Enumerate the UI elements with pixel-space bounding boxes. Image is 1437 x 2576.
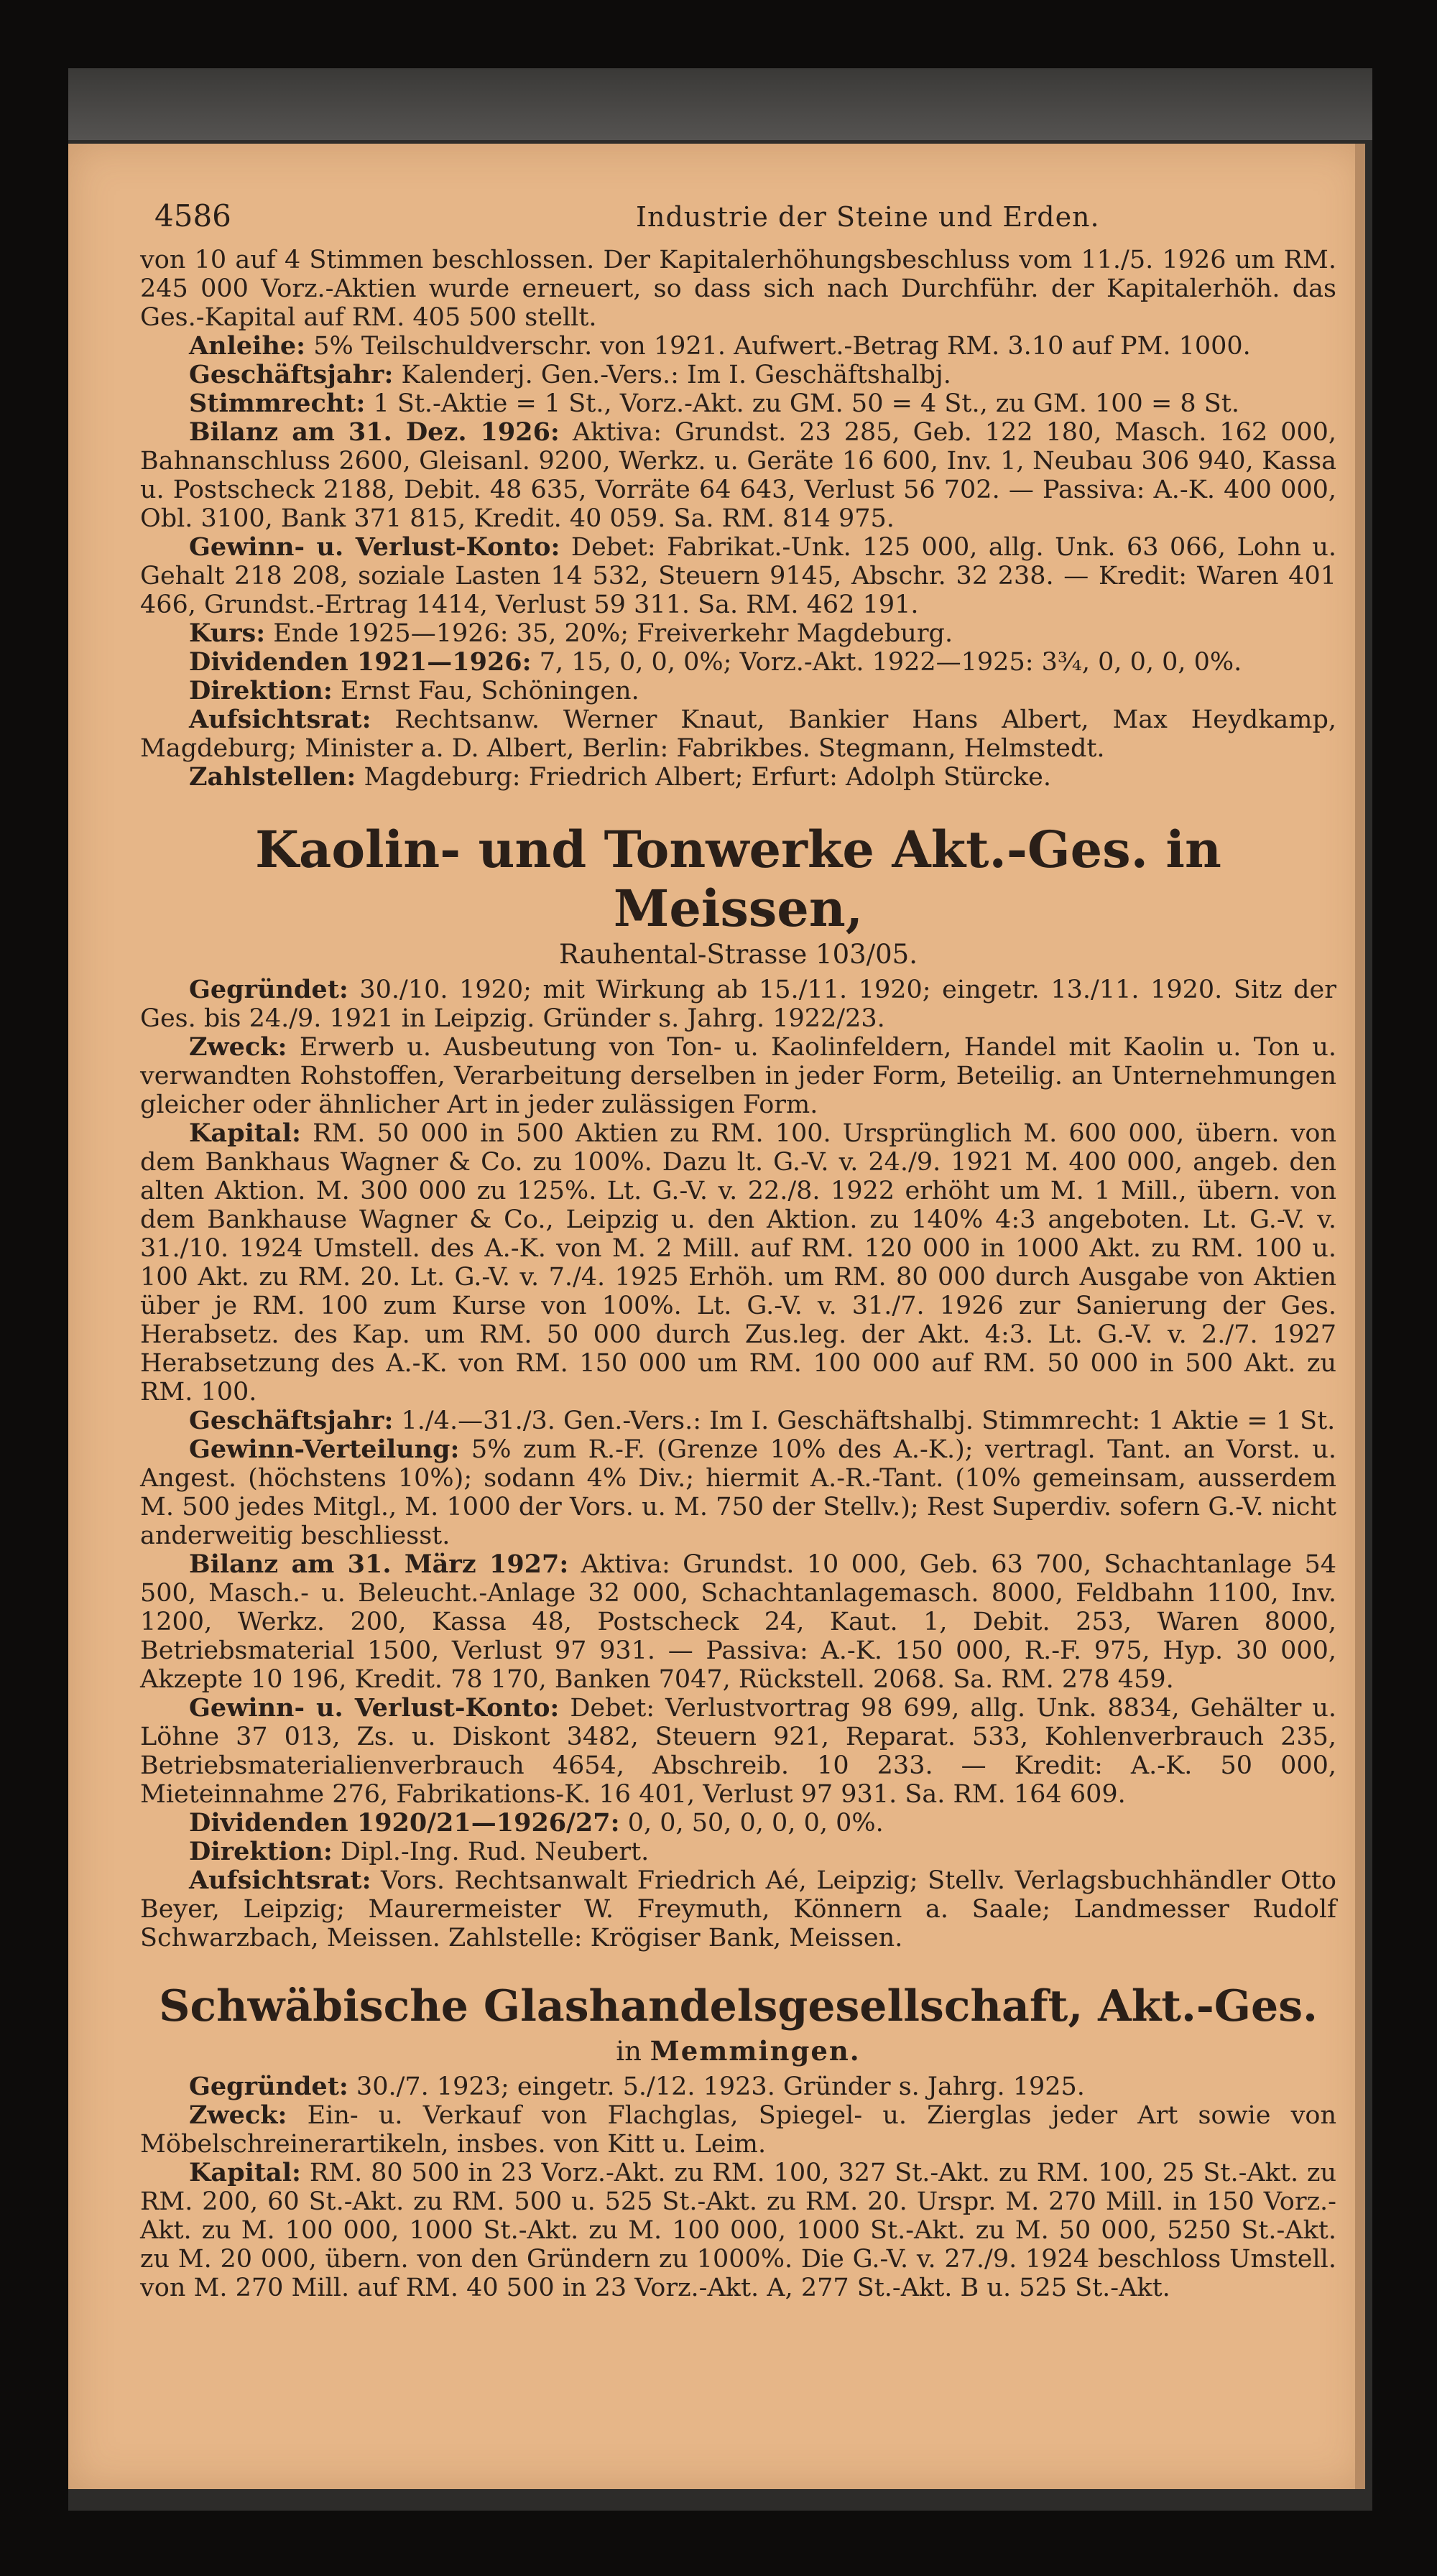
paragraph — [140, 1550, 1336, 1694]
page-edge — [1355, 144, 1365, 2489]
paragraph-label: Geschäftsjahr: — [189, 1406, 394, 1435]
location-prefix: in — [616, 2036, 642, 2067]
company-address: Rauhental-Strasse 103/05. — [559, 939, 918, 970]
paragraph-label: Kapital: — [189, 2158, 301, 2187]
paragraph-text: 7, 15, 0, 0, 0%; Vorz.-Akt. 1922—1925: 3¾, 0, 0, 0, 0%. — [531, 648, 1242, 677]
paragraph-label: Anleihe: — [189, 331, 306, 361]
paragraph-text: Rechtsanw. Werner Knaut, Bankier Hans Albert, Max Heydkamp, Magdeburg; Minister a. D. Albert, Berlin: Fabrikbes. Stegmann, Helmstedt. — [140, 705, 1336, 763]
paragraph — [140, 2101, 1336, 2159]
paragraph-text: 30./10. 1920; mit Wirkung ab 15./11. 1920; eingetr. 13./11. 1920. Sitz der Ges. bis 24./9. 1921 in Leipzig. Gründer s. Jahrg. 1922/23. — [140, 976, 1336, 1033]
paragraph-text: Aktiva: Grundst. 23 285, Geb. 122 180, Masch. 162 000, Bahnanschluss 2600, Gleisanl. 9200, Werkz. u. Geräte 16 600, Inv. 1, Neubau 306 940, Kassa u. Postscheck 2188, Debit. 48 635, Vorräte 64 643, Verlust 56 702. — Passiva: A.-K. 400 000, Obl. 3100, Bank 371 815, Kredit. 40 059. Sa. RM. 814 975. — [140, 418, 1336, 533]
paragraph-label: Dividenden 1921—1926: — [189, 647, 532, 677]
paragraph-text: 5% Teilschuldverschr. von 1921. Aufwert.-Betrag RM. 3.10 auf PM. 1000. — [305, 332, 1251, 361]
company-location — [140, 2034, 1336, 2068]
paragraph — [140, 1694, 1336, 1809]
paragraph — [140, 705, 1336, 763]
paragraph — [140, 2072, 1336, 2101]
paragraph — [140, 1838, 1336, 1866]
paragraph-text: RM. 80 500 in 23 Vorz.-Akt. zu RM. 100, 327 St.-Akt. zu RM. 100, 25 St.-Akt. zu RM. 200, 60 St.-Akt. zu RM. 500 u. 525 St.-Akt. zu RM. 20. Urspr. M. 270 Mill. in 150 Vorz.-Akt. zu M. 100 000, 1000 St.-Akt. zu M. 100 000, 1000 St.-Akt. zu M. 50 000, 5250 St.-Akt. zu M. 20 000, übern. von den Gründern zu 1000%. Die G.-V. v. 27./9. 1924 beschloss Umstell. von M. 270 Mill. auf RM. 40 500 in 23 Vorz.-Akt. A, 277 St.-Akt. B u. 525 St.-Akt. — [140, 2159, 1336, 2302]
page-number: 4586 — [154, 198, 231, 233]
paragraph-label: Zahlstellen: — [189, 762, 356, 792]
book-page — [68, 144, 1365, 2489]
paragraph — [140, 1119, 1336, 1407]
scan-top-strip — [68, 68, 1372, 140]
paragraph-text: Kalenderj. Gen.-Vers.: Im I. Geschäftshalbj. — [393, 361, 951, 389]
paragraph — [140, 677, 1336, 705]
paragraph-text: Debet: Verlustvortrag 98 699, allg. Unk. 8834, Gehälter u. Löhne 37 013, Zs. u. Diskont 3482, Steuern 921, Reparat. 533, Kohlenverbrauch 235, Betriebsmaterialienverbrauch 4654, Abschreib. 10 233. — Kredit: A.-K. 50 000, Mieteinnahme 276, Fabrikations-K. 16 401, Verlust 97 931. Sa. RM. 164 609. — [140, 1694, 1337, 1809]
paragraph-label: Gegründet: — [189, 2072, 348, 2101]
paragraph-text: RM. 50 000 in 500 Aktien zu RM. 100. Ursprünglich M. 600 000, übern. von dem Bankhaus Wagner & Co. zu 100%. Dazu lt. G.-V. v. 24./9. 1921 M. 400 000, angeb. den alten Aktion. M. 300 000 zu 125%. Lt. G.-V. v. 22./8. 1922 erhöht um M. 1 Mill., übern. von dem Bankhause Wagner & Co., Leipzig u. den Aktion. zu 140% 4:3 angeboten. Lt. G.-V. v. 31./10. 1924 Umstell. des A.-K. von M. 2 Mill. auf RM. 120 000 in 1000 Akt. zu RM. 100 u. 100 Akt. zu RM. 20. Lt. G.-V. v. 7./4. 1925 Erhöh. um RM. 80 000 durch Ausgabe von Aktien über je RM. 100 zum Kurse von 100%. Lt. G.-V. v. 31./7. 1926 zur Sanierung der Ges. Herabsetz. des Kap. um RM. 50 000 durch Zus.leg. der Akt. 4:3. Lt. G.-V. v. 2./7. 1927 Herabsetzung des A.-K. von RM. 150 000 um RM. 100 000 auf RM. 50 000 in 500 Akt. zu RM. 100. — [140, 1119, 1336, 1407]
paragraph-label: Stimmrecht: — [189, 389, 366, 418]
paragraph — [140, 533, 1336, 619]
paragraph-text: 0, 0, 50, 0, 0, 0, 0%. — [619, 1809, 884, 1838]
paragraph-label: Bilanz am 31. März 1927: — [189, 1549, 569, 1579]
paragraph-text: Vors. Rechtsanwalt Friedrich Aé, Leipzig; Stellv. Verlagsbuchhändler Otto Beyer, Leipzig; Maurermeister W. Freymuth, Könnern a. Saale; Landmesser Rudolf Schwarzbach, Meissen. Zahlstelle: Krögiser Bank, Meissen. — [140, 1866, 1336, 1952]
paragraph — [140, 976, 1336, 1033]
paragraph-label: Direktion: — [189, 1837, 333, 1866]
paragraph-text: 1 St.-Aktie = 1 St., Vorz.-Akt. zu GM. 50 = 4 St., zu GM. 100 = 8 St. — [365, 389, 1239, 418]
paragraph — [140, 332, 1336, 361]
paragraph-label: Gegründet: — [189, 975, 348, 1004]
paragraph-label: Zweck: — [189, 2100, 287, 2130]
paragraph — [140, 389, 1336, 418]
paragraph — [140, 1435, 1336, 1550]
paragraph-text: Aktiva: Grundst. 10 000, Geb. 63 700, Schachtanlage 54 500, Masch.- u. Beleucht.-Anlage 32 000, Schachtanlagemasch. 8000, Feldbahn 1100, Inv. 1200, Werkz. 200, Kassa 48, Postscheck 24, Kaut. 1, Debit. 253, Waren 8000, Betriebsmaterial 1500, Verlust 97 931. — Passiva: A.-K. 150 000, R.-F. 975, Hyp. 30 000, Akzepte 10 196, Kredit. 78 170, Banken 7047, Rückstell. 2068. Sa. RM. 278 459. — [140, 1550, 1336, 1694]
paragraph-label: Dividenden 1920/21—1926/27: — [189, 1808, 620, 1838]
paragraph-text: von 10 auf 4 Stimmen beschlossen. Der Kapitalerhöhungsbeschluss vom 11./5. 1926 um RM. 245 000 Vorz.-Aktien wurde erneuert, so dass sich nach Durchführ. der Kapitalerhöh. das Ges.-Kapital auf RM. 405 500 stellt. — [140, 246, 1336, 332]
paragraph-label: Kurs: — [189, 618, 266, 648]
paragraph — [140, 361, 1336, 389]
company-city: Memmingen. — [650, 2035, 861, 2067]
entry-continuation — [140, 246, 1336, 792]
paragraph-text: 30./7. 1923; eingetr. 5./12. 1923. Gründer s. Jahrg. 1925. — [348, 2072, 1085, 2101]
paragraph — [140, 1809, 1336, 1838]
company-entry-glas — [140, 1978, 1336, 2302]
paragraph — [140, 1407, 1336, 1435]
paragraph-text: Dipl.-Ing. Rud. Neubert. — [332, 1838, 650, 1866]
paragraph-text: Erwerb u. Ausbeutung von Ton- u. Kaolinfeldern, Handel mit Kaolin u. Ton u. verwandten Rohstoffen, Verarbeitung derselben in jeder Form, Beteilig. an Unternehmungen gleicher oder ähnlicher Art in jeder zulässigen Form. — [140, 1033, 1336, 1119]
paragraph-label: Direktion: — [189, 676, 333, 705]
page-content — [140, 194, 1336, 2302]
paragraph — [140, 648, 1336, 677]
paragraph-label: Geschäftsjahr: — [189, 360, 394, 389]
paragraph-text: Magdeburg: Friedrich Albert; Erfurt: Adolph Stürcke. — [356, 763, 1051, 792]
paragraph-label: Gewinn-Verteilung: — [189, 1435, 460, 1464]
running-title: Industrie der Steine und Erden. — [636, 201, 1100, 233]
paragraph-label: Gewinn- u. Verlust-Konto: — [189, 1693, 560, 1723]
paragraph-text: Ende 1925—1926: 35, 20%; Freiverkehr Magdeburg. — [265, 619, 953, 648]
paragraph — [140, 2159, 1336, 2302]
paragraph — [140, 418, 1336, 533]
paragraph — [140, 1033, 1336, 1119]
paragraph — [140, 763, 1336, 792]
paragraph — [140, 1866, 1336, 1952]
paragraph-text: 1./4.—31./3. Gen.-Vers.: Im I. Geschäftshalbj. Stimmrecht: 1 Aktie = 1 St. — [393, 1407, 1336, 1435]
company-title: Kaolin- und Tonwerke Akt.-Ges. in Meissen, — [255, 820, 1221, 938]
paragraph-text: Ein- u. Verkauf von Flachglas, Spiegel- u. Zierglas jeder Art sowie von Möbelschreinerartikeln, insbes. von Kitt u. Leim. — [140, 2101, 1336, 2159]
paragraph-text: 5% zum R.-F. (Grenze 10% des A.-K.); vertragl. Tant. an Vorst. u. Angest. (höchstens 10%); sodann 4% Div.; hiermit A.-R.-Tant. (10% gemeinsam, ausserdem M. 500 jedes Mitgl., M. 1000 der Vors. u. M. 750 der Stellv.); Rest Superdiv. sofern G.-V. nicht anderweitig beschliesst. — [140, 1435, 1336, 1550]
paragraph-label: Gewinn- u. Verlust-Konto: — [189, 532, 560, 562]
company-title: Schwäbische Glashandelsgesellschaft, Akt.-Ges. — [159, 1981, 1318, 2031]
paragraph-text: Debet: Fabrikat.-Unk. 125 000, allg. Unk. 63 066, Lohn u. Gehalt 218 208, soziale Lasten 14 532, Steuern 9145, Abschr. 32 238. — Kredit: Waren 401 466, Grundst.-Ertrag 1414, Verlust 59 311. Sa. RM. 462 191. — [140, 533, 1337, 619]
paragraph-text: Ernst Fau, Schöningen. — [332, 677, 639, 705]
paragraph-label: Aufsichtsrat: — [189, 705, 371, 734]
paragraph-label: Bilanz am 31. Dez. 1926: — [189, 417, 560, 447]
paragraph — [140, 246, 1336, 332]
paragraph-label: Aufsichtsrat: — [189, 1866, 371, 1895]
page-header — [140, 194, 1336, 246]
paragraph-label: Kapital: — [189, 1118, 301, 1148]
paragraph-label: Zweck: — [189, 1032, 287, 1062]
company-entry-kaolin — [140, 820, 1336, 1952]
paragraph — [140, 619, 1336, 648]
